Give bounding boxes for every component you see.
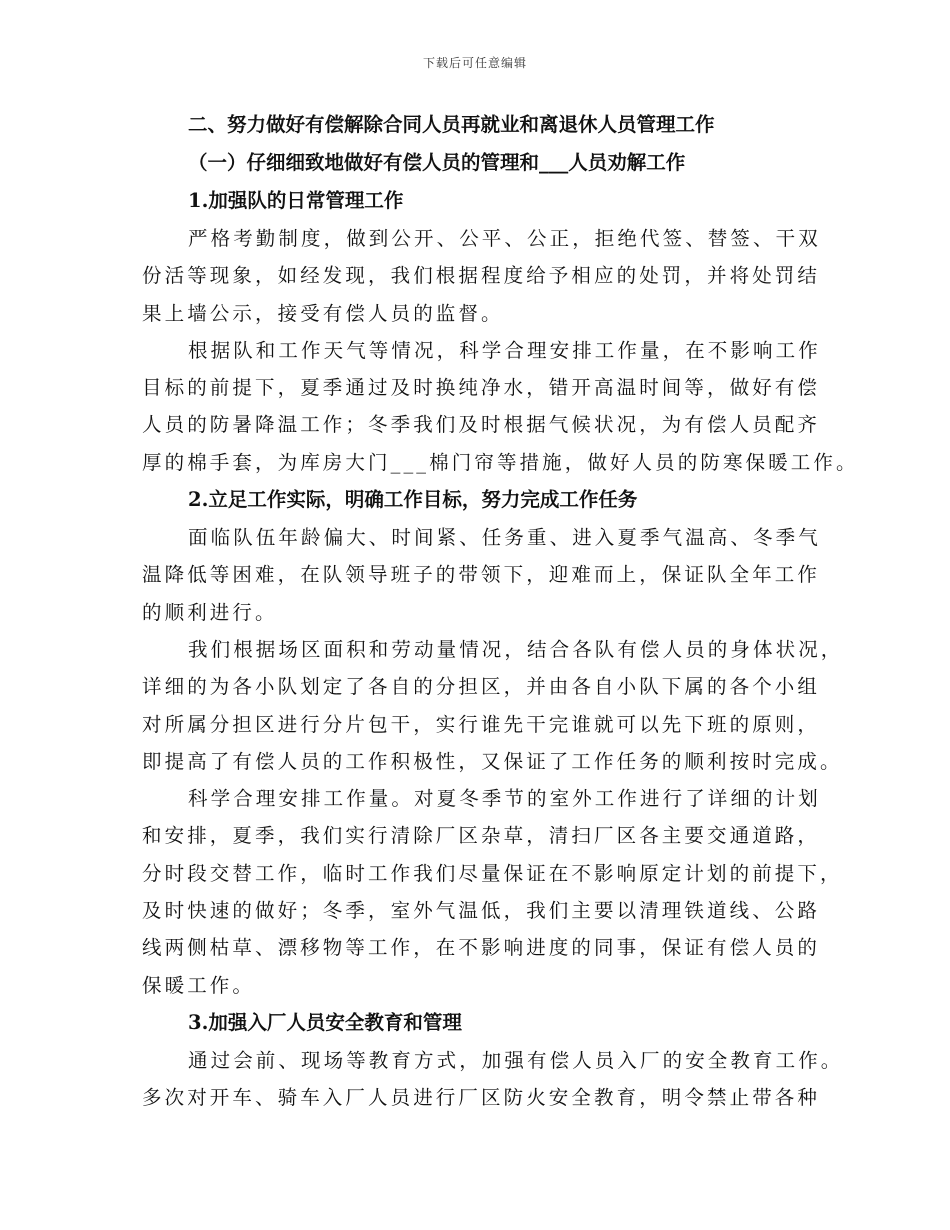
- paragraph-line: 详细的为各小队划定了各自的分担区，并由各自小队下属的各个小组: [142, 675, 821, 699]
- paragraph-line: 目标的前提下，夏季通过及时换纯净水，错开高温时间等，做好有偿: [142, 376, 821, 400]
- paragraph: [142, 332, 859, 481]
- paragraph-line: 面临队伍年龄偏大、时间紧、任务重、进入夏季气温高、冬季气: [188, 526, 821, 550]
- paragraph-line: 即提高了有偿人员的工作积极性，又保证了工作任务的顺利按时完成。: [142, 749, 843, 773]
- paragraph: [142, 631, 844, 780]
- paragraph-line: 线两侧枯草、漂移物等工作，在不影响进度的同事，保证有偿人员的: [142, 936, 821, 960]
- paragraph-line: 科学合理安排工作量。对夏冬季节的室外工作进行了详细的计划: [188, 787, 821, 811]
- paragraph: [142, 519, 832, 631]
- paragraph-line: 果上墙公示，接受有偿人员的监督。: [142, 301, 504, 325]
- header-note: 下载后可任意编辑: [422, 56, 527, 70]
- paragraph-line: 及时快速的做好；冬季，室外气温低，我们主要以清理铁道线、公路: [142, 899, 821, 923]
- paragraph-line: 人员的防暑降温工作；冬季我们及时根据气候状况，为有偿人员配齐: [142, 413, 821, 437]
- paragraph-line: 通过会前、现场等教育方式，加强有偿人员入厂的安全教育工作。: [188, 1048, 844, 1072]
- paragraph-line: 份活等现象，如经发现，我们根据程度给予相应的处罚，并将处罚结: [142, 264, 821, 288]
- paragraph-line: 对所属分担区进行分片包干，实行谁先干完谁就可以先下班的原则，: [142, 712, 821, 736]
- section-3-heading: 3.加强入厂人员安全教育和管理: [188, 1010, 462, 1034]
- paragraph-line: 严格考勤制度，做到公开、公平、公正，拒绝代签、替签、干双: [188, 227, 821, 250]
- document-body: [142, 106, 859, 1117]
- paragraph-line: 的顺利进行。: [142, 600, 278, 624]
- paragraph-line: 保暖工作。: [142, 973, 256, 997]
- paragraph-line: 分时段交替工作，临时工作我们尽量保证在不影响原定计划的前提下，: [142, 861, 843, 885]
- paragraph-line: 厚的棉手套，为库房大门___棉门帘等措施，做好人员的防寒保暖工作。: [142, 450, 859, 474]
- heading-level-1: 二、努力做好有偿解除合同人员再就业和离退休人员管理工作: [188, 113, 715, 136]
- paragraph: [142, 1042, 844, 1117]
- section-2-heading: 2.立足工作实际，明确工作目标，努力完成工作任务: [188, 488, 638, 512]
- paragraph-line: 我们根据场区面积和劳动量情况，结合各队有偿人员的身体状况，: [188, 637, 844, 661]
- section-1-heading: 1.加强队的日常管理工作: [188, 189, 404, 212]
- heading-level-2: （一）仔细细致地做好有偿人员的管理和___人员劝解工作: [188, 151, 686, 174]
- paragraph-line: 和安排，夏季，我们实行清除厂区杂草，清扫厂区各主要交通道路，: [142, 824, 821, 848]
- paragraph-line: 温降低等困难，在队领导班子的带领下，迎难而上，保证队全年工作: [142, 563, 821, 587]
- paragraph: [142, 780, 843, 1004]
- paragraph-line: 多次对开车、骑车入厂人员进行厂区防火安全教育，明令禁止带各种: [142, 1086, 821, 1110]
- paragraph-line: 根据队和工作天气等情况，科学合理安排工作量，在不影响工作: [188, 338, 821, 362]
- paragraph: [142, 220, 832, 332]
